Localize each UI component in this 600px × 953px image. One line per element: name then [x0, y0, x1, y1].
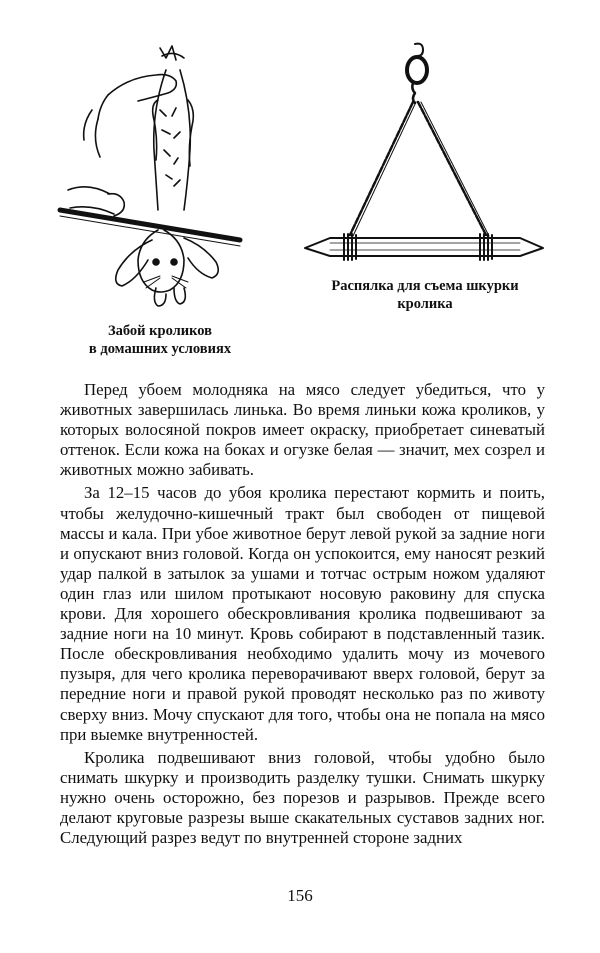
rabbit-caption [60, 322, 260, 358]
stretcher-caption-line1: Распялка для съема шкурки [331, 278, 519, 294]
page-body-text [60, 380, 545, 848]
rabbit-illustration-svg [48, 40, 258, 310]
page-number: 156 [287, 886, 313, 905]
rabbit-slaughter-illustration [48, 40, 258, 310]
paragraph-molting: Перед убоем молодняка на мясо следует убедиться, что у животных завершилась линька. Во время линьки кожа кроликов, у которых волосяной покров имеет окраску, приобретает синеватый оттенок. Если кожа на боках и огузке белая — значит, мех созрел и животных можно забивать. [60, 380, 545, 480]
stretcher-caption [300, 277, 550, 313]
stretcher-caption-line2: кролика [397, 296, 453, 312]
paragraph-slaughter: За 12–15 часов до убоя кролика перестают кормить и поить, чтобы желудочно-кишечный тракт был свободен от пищевой массы и кала. При убое животное берут левой рукой за задние ноги и опускают вниз головой. Когда он успокоится, ему наносят резкий удар палкой в затылок за ушами и тотчас острым ножом удаляют один глаз или шилом протыкают носовую раковину для спуска крови. Для хорошего обескровливания кролика подвешивают за задние ноги на 10 минут. Кровь собирают в подставленный тазик. После обескровливания необходимо удалить мочу из мочевого пузыря, для чего кролика переворачивают вверх головой, берут за передние ноги и правой рукой проводят несколько раз по животу сверху вниз. Мочу спускают для того, чтобы она не попала на мясо при выемке внутренностей. [60, 483, 545, 744]
stretcher-illustration [300, 40, 550, 265]
rabbit-caption-line2: в домашних условиях [88, 341, 232, 357]
paragraph-skinning: Кролика подвешивают вниз головой, чтобы удобно было снимать шкурку и производить разделку тушки. Снимать шкурку нужно очень осторожно, без порезов и разрывов. Прежде всего делают круговые разрезы выше скакательных суставов задних ног. Следующий разрез ведут по внутренней стороне задних [60, 747, 545, 848]
stretcher-illustration-svg [300, 40, 550, 265]
rabbit-caption-line1: Забой кроликов [107, 323, 213, 339]
